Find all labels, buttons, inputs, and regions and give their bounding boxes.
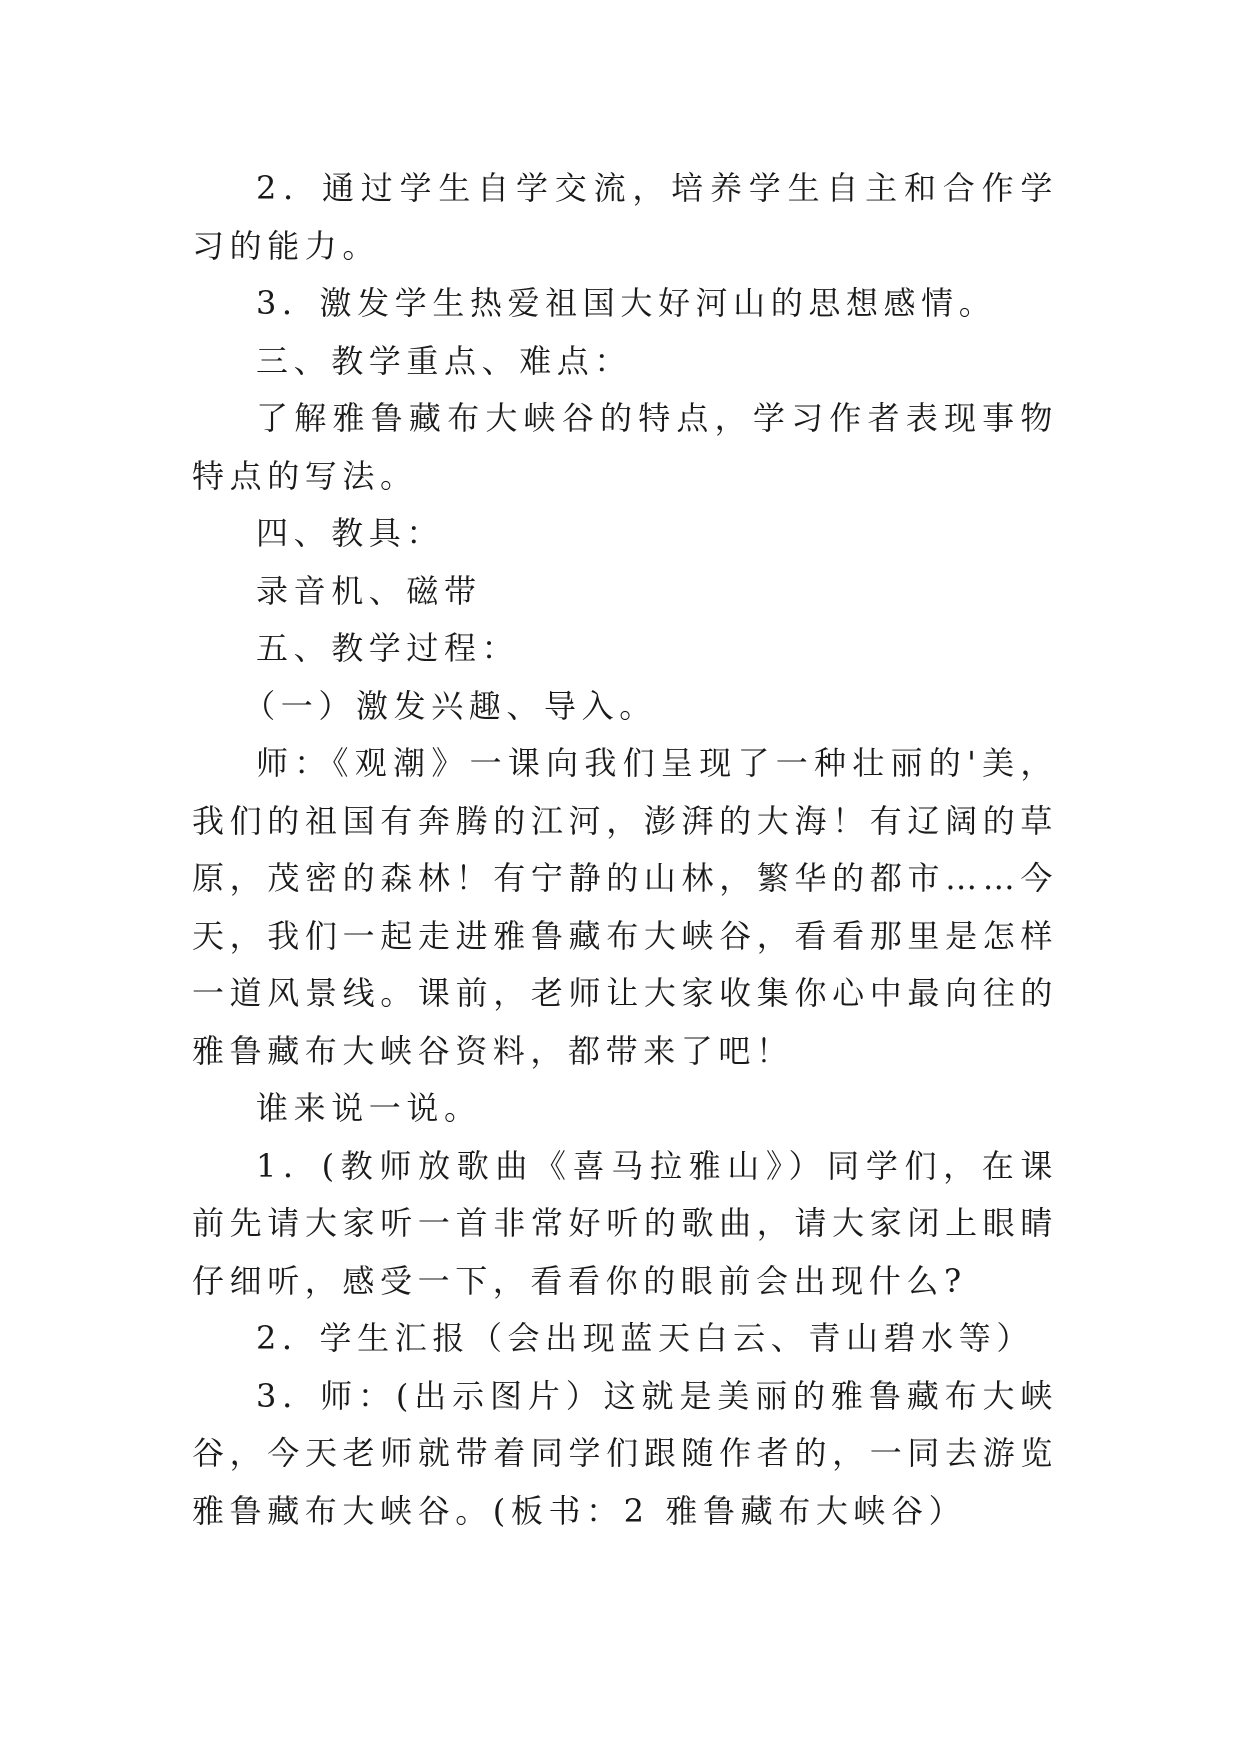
paragraph-step-3: 3．师：(出示图片）这就是美丽的雅鲁藏布大峡谷，今天老师就带着同学们跟随作者的，一同去游览雅鲁藏布大峡谷。(板书：2 雅鲁藏布大峡谷）	[192, 1376, 1058, 1530]
paragraph-objective-2: 2．通过学生自学交流，培养学生自主和合作学习的能力。	[192, 169, 1058, 265]
paragraph-teacher-intro: 师：《观潮》一课向我们呈现了一种壮丽的'美，我们的祖国有奔腾的江河，澎湃的大海！有辽阔的草原，茂密的森林！有宁静的山林，繁华的都市……今天，我们一起走进雅鲁藏布大峡谷，看看那里是怎样一道风景线。课前，老师让大家收集你心中最向往的雅鲁藏布大峡谷资料，都带来了吧！	[192, 744, 1058, 1070]
heading-teaching-process: 五、教学过程：	[256, 629, 520, 667]
paragraph-key-points: 了解雅鲁藏布大峡谷的特点，学习作者表现事物特点的写法。	[192, 399, 1058, 495]
heading-teaching-aids: 四、教具：	[256, 514, 445, 552]
paragraph-step-1: 1．(教师放歌曲《喜马拉雅山》）同学们，在课前先请大家听一首非常好听的歌曲，请大家闭上眼睛仔细听，感受一下，看看你的眼前会出现什么?	[192, 1146, 1058, 1300]
paragraph-objective-3: 3．激发学生热爱祖国大好河山的思想感情。	[256, 284, 997, 322]
body-text	[192, 160, 1058, 1540]
paragraph-who-speaks: 谁来说一说。	[256, 1089, 482, 1127]
heading-key-points: 三、教学重点、难点：	[256, 341, 633, 380]
subheading-introduction: （一）激发兴趣、导入。	[243, 686, 657, 725]
paragraph-step-2: 2．学生汇报（会出现蓝天白云、青山碧水等）	[256, 1319, 1034, 1357]
paragraph-teaching-aids: 录音机、磁带	[256, 571, 482, 610]
